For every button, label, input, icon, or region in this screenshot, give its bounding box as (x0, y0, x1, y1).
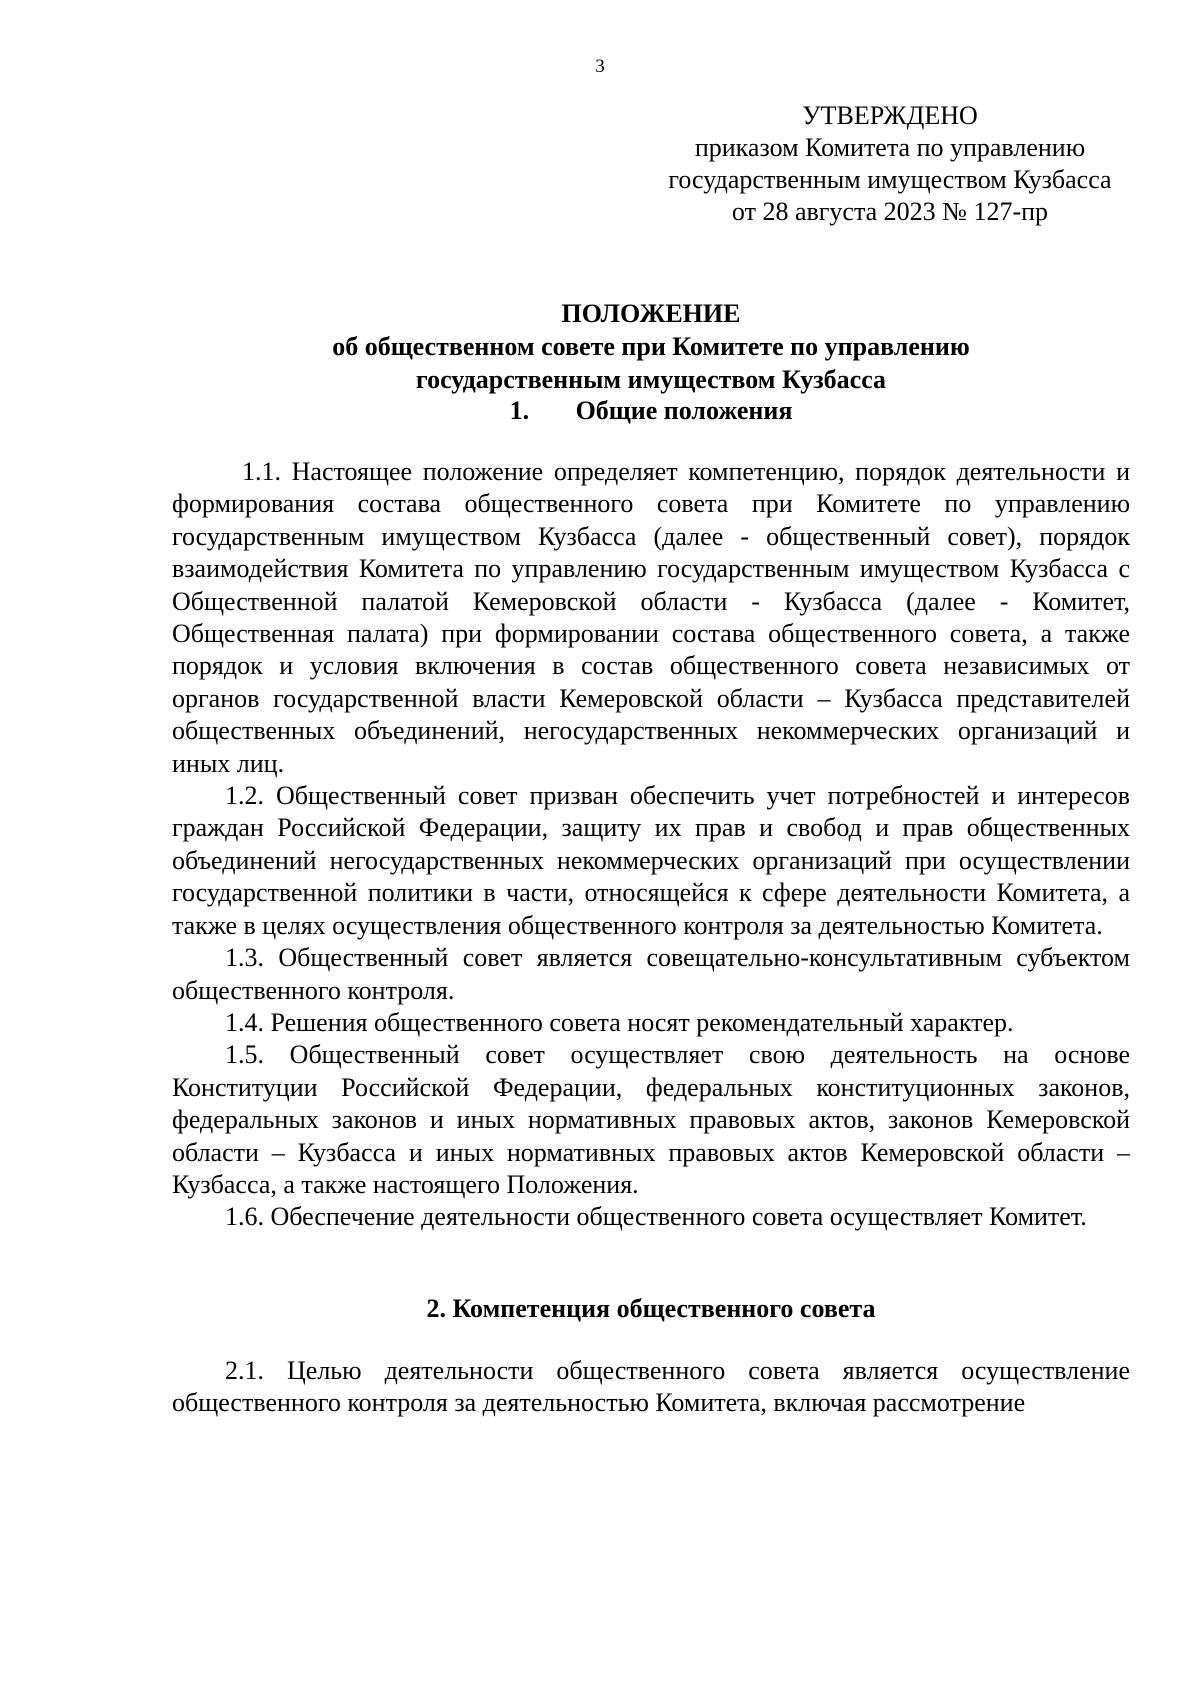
section-2-heading: 2. Компетенция общественного совета (426, 1294, 876, 1323)
paragraph-1-1: 1.1. Настоящее положение определяет компетенцию, порядок деятельности и формирования состава общественного совета при Комитете по управлению государственным имуществом Кузбасса (далее - общественный совет), порядок взаимодействия Комитета по управлению государственным имуществом Кузбасса с Общественной палатой Кемеровской области - Кузбасса (далее - Комитет, Общественная палата) при формировании состава общественного совета, а также порядок и условия включения в состав общественного совета независимых от органов государственной власти Кемеровской области – Кузбасса представителей общественных объединений, негосударственных некоммерческих организаций и иных лиц. (172, 457, 1130, 778)
paragraph-1-4: 1.4. Решения общественного совета носят рекомендательный характер. (225, 1007, 1014, 1037)
paragraph-1-6: 1.6. Обеспечение деятельности общественного совета осуществляет Комитет. (225, 1202, 1087, 1232)
paragraph-1-2: 1.2. Общественный совет призван обеспечить учет потребностей и интересов граждан Российской Федерации, защиту их прав и свобод и прав общественных объединений негосударственных некоммерческих организаций при осуществлении государственной политики в части, относящейся к сфере деятельности Комитета, а также в целях осуществления общественного контроля за деятельностью Комитета. (172, 781, 1130, 940)
paragraph-1-5: 1.5. Общественный совет осуществляет свою деятельность на основе Конституции Российской Федерации, федеральных конституционных законов, федеральных законов и иных нормативных правовых актов, законов Кемеровской области – Кузбасса и иных нормативных правовых актов Кемеровской области – Кузбасса, а также настоящего Положения. (172, 1040, 1130, 1199)
title-line-2: об общественном совете при Комитете по управлению (332, 332, 970, 361)
section-1-heading (170, 395, 1132, 427)
approval-order-line: приказом Комитета по управлению (694, 133, 1086, 162)
approval-agency-line: государственным имуществом Кузбасса (668, 165, 1112, 194)
section-1-body (172, 456, 1130, 1234)
approval-stamp (640, 100, 1140, 228)
section-1-title: Общие положения (575, 396, 793, 425)
section-1-number: 1. (509, 396, 530, 425)
approval-title: УТВЕРЖДЕНО (802, 101, 978, 130)
section-2-body (172, 1355, 1130, 1420)
page-number: 3 (595, 56, 605, 77)
title-line-3: государственным имуществом Кузбасса (415, 365, 887, 394)
paragraph-1-3: 1.3. Общественный совет является совещательно-консультативным субъектом общественного контроля. (172, 943, 1130, 1005)
approval-date-line: от 28 августа 2023 № 127-пр (731, 197, 1049, 226)
paragraph-2-1: 2.1. Целью деятельности общественного совета является осуществление общественного контроля за деятельностью Комитета, включая рассмотрение (172, 1356, 1130, 1418)
document-title (170, 297, 1132, 396)
title-line-1: ПОЛОЖЕНИЕ (561, 299, 741, 328)
